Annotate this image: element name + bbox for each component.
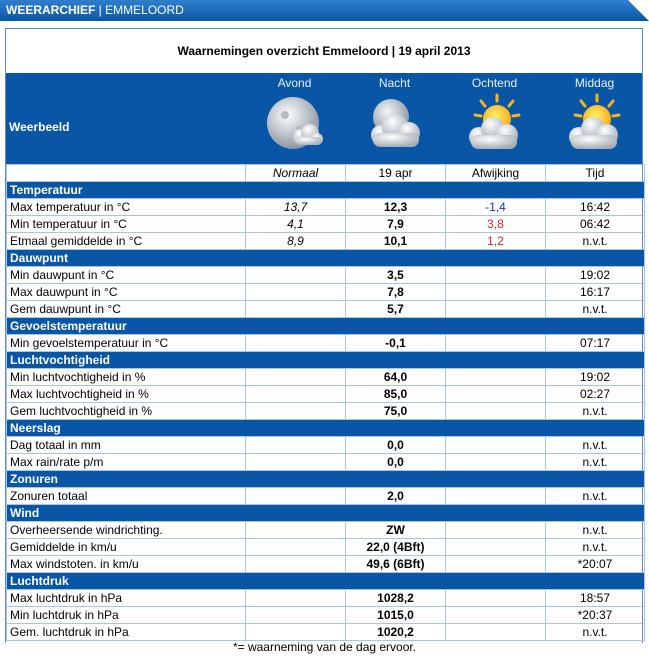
footnote: *= waarneming van de dag ervoor.: [232, 640, 417, 654]
row-label: Zonuren totaal: [7, 488, 246, 505]
period-avond: [247, 73, 342, 157]
period-label: Middag: [574, 76, 615, 90]
normal-value: [246, 267, 346, 284]
row-label: Gem. luchtdruk in hPa: [7, 624, 246, 641]
normal-value: [246, 437, 346, 454]
time-value: n.v.t.: [546, 403, 645, 420]
table-row: [7, 386, 645, 403]
section-title: Gevoelstemperatuur: [7, 318, 645, 335]
time-value: *20:37: [546, 607, 645, 624]
title-bar-corner: [628, 0, 649, 21]
row-label: Min gevoelstemperatuur in °C: [7, 335, 246, 352]
table-row: [7, 454, 645, 471]
normal-value: [246, 556, 346, 573]
normal-value: [246, 590, 346, 607]
time-value: n.v.t.: [546, 624, 645, 641]
time-value: 02:27: [546, 386, 645, 403]
normal-value: [246, 284, 346, 301]
period-label: Nacht: [378, 76, 411, 90]
table-row: [7, 301, 645, 318]
deviation-value: [446, 437, 546, 454]
time-value: 06:42: [546, 216, 645, 233]
observed-value: 1028,2: [346, 590, 446, 607]
deviation-value: [446, 624, 546, 641]
observed-value: 0,0: [346, 437, 446, 454]
normal-value: [246, 335, 346, 352]
deviation-value: [446, 335, 546, 352]
observations-table: [6, 164, 645, 641]
time-value: 07:17: [546, 335, 645, 352]
observed-value: 64,0: [346, 369, 446, 386]
observed-value: 75,0: [346, 403, 446, 420]
row-label: Min luchtdruk in hPa: [7, 607, 246, 624]
row-label: Etmaal gemiddelde in °C: [7, 233, 246, 250]
section-header: [7, 182, 645, 199]
time-value: n.v.t.: [546, 301, 645, 318]
period-ochtend: [447, 73, 542, 157]
row-label: Overheersende windrichting.: [7, 522, 246, 539]
table-row: [7, 199, 645, 216]
site-name: WEERARCHIEF: [6, 3, 96, 17]
table-row: [7, 624, 645, 641]
time-value: n.v.t.: [546, 522, 645, 539]
sun-cloud-icon: [463, 93, 527, 157]
deviation-value: [446, 488, 546, 505]
row-label: Dag totaal in mm: [7, 437, 246, 454]
deviation-value: 1,2: [446, 233, 546, 250]
normal-value: [246, 369, 346, 386]
deviation-value: [446, 539, 546, 556]
time-value: 19:02: [546, 369, 645, 386]
column-header-row: [7, 165, 645, 182]
column-header-empty: [7, 165, 246, 182]
table-row: [7, 607, 645, 624]
section-title: Wind: [7, 505, 645, 522]
deviation-value: [446, 267, 546, 284]
column-header-afwijking: Afwijking: [446, 165, 546, 182]
observed-value: 3,5: [346, 267, 446, 284]
deviation-value: [446, 386, 546, 403]
table-row: [7, 216, 645, 233]
table-row: [7, 539, 645, 556]
normal-value: [246, 522, 346, 539]
deviation-value: [446, 522, 546, 539]
cloud-night-icon: [363, 93, 427, 157]
table-row: [7, 403, 645, 420]
row-label: Gemiddelde in km/u: [7, 539, 246, 556]
row-label: Max luchtdruk in hPa: [7, 590, 246, 607]
place-name: EMMELOORD: [105, 3, 184, 17]
table-row: [7, 284, 645, 301]
deviation-value: [446, 284, 546, 301]
deviation-value: [446, 556, 546, 573]
section-header: [7, 352, 645, 369]
row-label: Min luchtvochtigheid in %: [7, 369, 246, 386]
normal-value: [246, 403, 346, 420]
deviation-value: -1,4: [446, 199, 546, 216]
deviation-value: 3,8: [446, 216, 546, 233]
observed-value: 7,8: [346, 284, 446, 301]
time-value: 16:17: [546, 284, 645, 301]
table-row: [7, 590, 645, 607]
normal-value: [246, 301, 346, 318]
deviation-value: [446, 590, 546, 607]
observed-value: 85,0: [346, 386, 446, 403]
section-header: [7, 420, 645, 437]
period-label: Ochtend: [471, 76, 518, 90]
normal-value: [246, 454, 346, 471]
deviation-value: [446, 301, 546, 318]
title-separator: |: [95, 3, 106, 17]
observed-value: 22,0 (4Bft): [346, 539, 446, 556]
page-title: Waarnemingen overzicht Emmeloord | 19 april 2013: [177, 44, 471, 58]
section-title: Zonuren: [7, 471, 645, 488]
observed-value: 2,0: [346, 488, 446, 505]
row-label: Min dauwpunt in °C: [7, 267, 246, 284]
time-value: n.v.t.: [546, 233, 645, 250]
observed-value: 12,3: [346, 199, 446, 216]
observed-value: 0,0: [346, 454, 446, 471]
normal-value: 13,7: [246, 199, 346, 216]
observed-value: ZW: [346, 522, 446, 539]
normal-value: [246, 386, 346, 403]
row-label: Max rain/rate p/m: [7, 454, 246, 471]
time-value: n.v.t.: [546, 539, 645, 556]
normal-value: [246, 607, 346, 624]
overview-panel: [5, 28, 643, 643]
time-value: 16:42: [546, 199, 645, 216]
weerbeeld-label: Weerbeeld: [9, 120, 70, 134]
sun-cloud-icon: [563, 93, 627, 157]
title-bar: [0, 0, 649, 21]
normal-value: [246, 624, 346, 641]
section-header: [7, 573, 645, 590]
time-value: *20:07: [546, 556, 645, 573]
observed-value: 10,1: [346, 233, 446, 250]
row-label: Min temperatuur in °C: [7, 216, 246, 233]
time-value: n.v.t.: [546, 437, 645, 454]
column-header-date: 19 apr: [346, 165, 446, 182]
column-header-normaal: Normaal: [246, 165, 346, 182]
table-row: [7, 522, 645, 539]
normal-value: [246, 539, 346, 556]
table-row: [7, 369, 645, 386]
section-header: [7, 250, 645, 267]
table-row: [7, 267, 645, 284]
normal-value: 4,1: [246, 216, 346, 233]
row-label: Gem luchtvochtigheid in %: [7, 403, 246, 420]
period-nacht: [347, 73, 442, 157]
row-label: Max dauwpunt in °C: [7, 284, 246, 301]
time-value: n.v.t.: [546, 454, 645, 471]
period-label: Avond: [277, 76, 312, 90]
deviation-value: [446, 607, 546, 624]
section-header: [7, 471, 645, 488]
table-row: [7, 488, 645, 505]
section-header: [7, 318, 645, 335]
table-row: [7, 335, 645, 352]
observed-value: 7,9: [346, 216, 446, 233]
section-title: Neerslag: [7, 420, 645, 437]
row-label: Gem dauwpunt in °C: [7, 301, 246, 318]
moon-cloud-icon: [263, 93, 327, 157]
weerbeeld-row: [6, 73, 642, 164]
observed-value: 49,6 (6Bft): [346, 556, 446, 573]
observed-value: 5,7: [346, 301, 446, 318]
section-title: Luchtvochtigheid: [7, 352, 645, 369]
column-header-tijd: Tijd: [546, 165, 645, 182]
time-value: 19:02: [546, 267, 645, 284]
row-label: Max temperatuur in °C: [7, 199, 246, 216]
period-middag: [547, 73, 642, 157]
observed-value: -0,1: [346, 335, 446, 352]
row-label: Max windstoten. in km/u: [7, 556, 246, 573]
observed-value: 1015,0: [346, 607, 446, 624]
table-row: [7, 233, 645, 250]
time-value: 18:57: [546, 590, 645, 607]
observed-value: 1020,2: [346, 624, 446, 641]
table-row: [7, 556, 645, 573]
section-header: [7, 505, 645, 522]
section-title: Temperatuur: [7, 182, 645, 199]
deviation-value: [446, 454, 546, 471]
row-label: Max luchtvochtigheid in %: [7, 386, 246, 403]
section-title: Luchtdruk: [7, 573, 645, 590]
normal-value: 8,9: [246, 233, 346, 250]
deviation-value: [446, 403, 546, 420]
table-row: [7, 437, 645, 454]
section-title: Dauwpunt: [7, 250, 645, 267]
deviation-value: [446, 369, 546, 386]
normal-value: [246, 488, 346, 505]
time-value: n.v.t.: [546, 488, 645, 505]
